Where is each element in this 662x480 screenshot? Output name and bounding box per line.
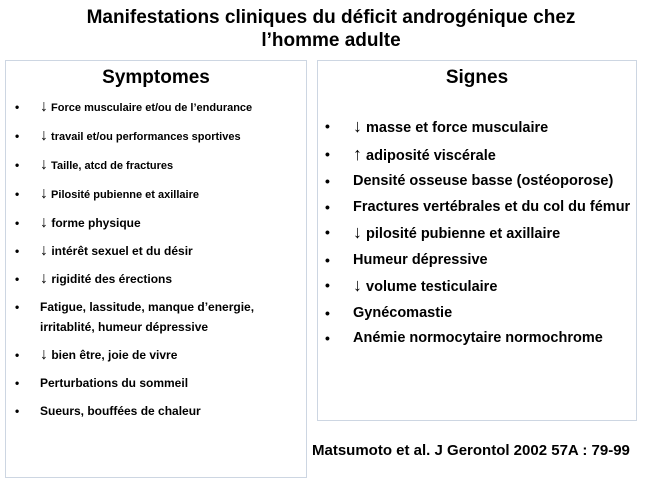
symptome-text: forme physique [48, 216, 141, 230]
bullet-icon: • [15, 404, 20, 418]
signe-text: Anémie normocytaire normochrome [353, 330, 603, 346]
down-arrow-icon: ↓ [353, 116, 362, 136]
symptome-text: intérêt sexuel et du désir [48, 244, 193, 258]
symptome-text: bien être, joie de vivre [48, 348, 178, 362]
slide-title-line-2: l’homme adulte [261, 30, 401, 51]
bullet-icon: • [15, 100, 20, 114]
bullet-icon: • [15, 376, 20, 390]
symptome-text: Fatigue, lassitude, manque d’energie, irritablité, humeur dépressive [40, 300, 255, 334]
signe-item [318, 301, 636, 325]
signe-text: adiposité viscérale [362, 147, 496, 164]
bullet-icon: • [325, 173, 330, 189]
symptome-item [6, 373, 306, 393]
symptomes-box [5, 60, 307, 478]
down-arrow-icon: ↓ [353, 222, 362, 242]
signe-item [318, 248, 636, 272]
slide-title-line-1: Manifestations cliniques du déficit androgénique chez [86, 7, 576, 28]
symptomes-heading: Symptomes [102, 67, 210, 88]
bullet-icon: • [325, 304, 330, 321]
bullet-icon: • [325, 277, 330, 293]
down-arrow-icon: ↓ [40, 346, 48, 363]
symptome-text: Sueurs, bouffées de chaleur [40, 404, 201, 418]
signe-item [318, 114, 636, 140]
symptome-item [6, 297, 306, 337]
symptome-item [6, 213, 306, 233]
signe-text: pilosité pubienne et axillaire [362, 226, 561, 242]
symptome-item [6, 241, 306, 261]
down-arrow-icon: ↓ [40, 127, 48, 144]
symptome-text: Perturbations du sommeil [40, 376, 189, 390]
signe-text: Fractures vertébrales et du col du fémur [353, 198, 631, 215]
down-arrow-icon: ↓ [40, 98, 48, 115]
bullet-icon: • [15, 187, 20, 201]
symptome-item [6, 97, 306, 118]
symptome-item [6, 126, 306, 147]
signe-item [318, 326, 636, 350]
symptome-text: Taille, atcd de fractures [48, 160, 174, 172]
symptome-text: rigidité des érections [48, 272, 173, 286]
up-arrow-icon: ↑ [353, 143, 362, 164]
symptomes-list [6, 97, 306, 421]
signe-text: Humeur dépressive [353, 251, 488, 268]
symptome-text: Pilosité pubienne et axillaire [48, 189, 199, 201]
signe-text: Gynécomastie [353, 304, 453, 321]
bullet-icon: • [15, 300, 20, 314]
symptome-item [6, 401, 306, 421]
signes-list [318, 114, 636, 350]
signe-text: volume testiculaire [362, 279, 498, 295]
bullet-icon: • [15, 158, 20, 172]
bullet-icon: • [325, 198, 330, 215]
bullet-icon: • [15, 129, 20, 143]
down-arrow-icon: ↓ [40, 156, 48, 173]
down-arrow-icon: ↓ [353, 275, 362, 295]
signe-text: masse et force musculaire [362, 120, 549, 136]
bullet-icon: • [325, 224, 330, 240]
bullet-icon: • [15, 216, 20, 230]
symptome-item [6, 184, 306, 205]
down-arrow-icon: ↓ [40, 270, 48, 287]
bullet-icon: • [325, 330, 330, 346]
citation: Matsumoto et al. J Gerontol 2002 57A : 79-99 [312, 442, 630, 459]
signe-text: Densité osseuse basse (ostéoporose) [353, 173, 614, 189]
signe-item [318, 220, 636, 246]
signes-box [317, 60, 637, 421]
down-arrow-icon: ↓ [40, 185, 48, 202]
bullet-icon: • [325, 118, 330, 134]
slide-title [0, 6, 662, 52]
signe-item [318, 273, 636, 299]
down-arrow-icon: ↓ [40, 242, 48, 259]
bullet-icon: • [325, 251, 330, 268]
signes-heading: Signes [445, 67, 509, 88]
bullet-icon: • [15, 272, 20, 286]
symptome-text: travail et/ou performances sportives [48, 131, 241, 143]
signe-item [318, 169, 636, 193]
down-arrow-icon: ↓ [40, 214, 48, 231]
symptome-text: Force musculaire et/ou de l’endurance [48, 102, 253, 114]
bullet-icon: • [15, 348, 20, 362]
symptome-item [6, 269, 306, 289]
bullet-icon: • [325, 145, 330, 162]
symptome-item [6, 155, 306, 176]
signe-item [318, 195, 636, 219]
signe-item [318, 142, 636, 168]
symptome-item [6, 345, 306, 365]
bullet-icon: • [15, 244, 20, 258]
